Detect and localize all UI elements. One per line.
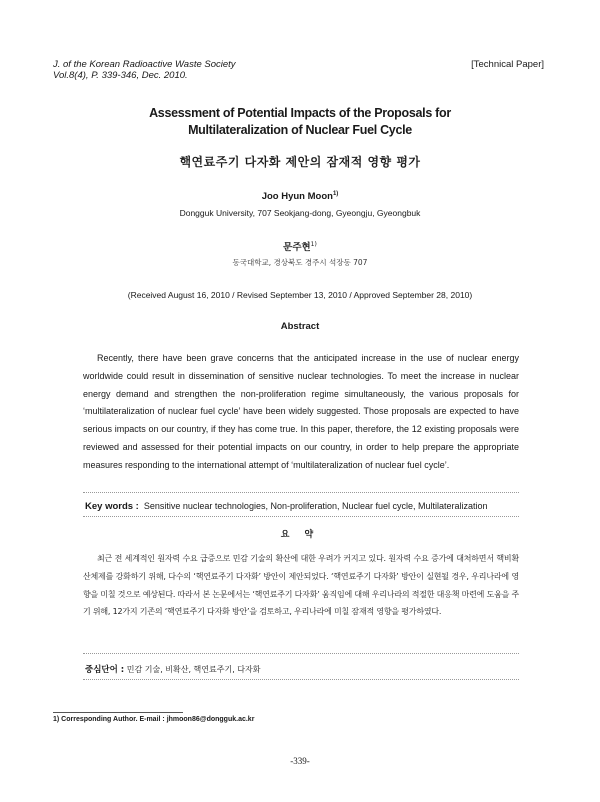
paper-title xyxy=(0,105,600,139)
title-line-2: Multilateralization of Nuclear Fuel Cycle xyxy=(188,123,412,137)
korean-abstract-text: 최근 전 세계적인 원자력 수요 급증으로 민감 기술의 확산에 대한 우려가 커지고 있다. 원자력 수요 증가에 대처하면서 핵비확산체제를 강화하기 위해, 다수의 ‘핵연료주기 다자화’ 방안이 제안되었다. ‘핵연료주기 다자화’ 방안이 실현될 경우, 우리나라에 영향을 미칠 것으로 예상된다. 따라서 본 논문에서는 ‘핵연료주기 다자화’ 움직임에 대해 우리나라의 적절한 대응책 마련에 도움을 주기 위해, 12가지 기존의 ‘핵연료주기 다자화 방안’을 검토하고, 우리나라에 미칠 잠재적 영향을 평가하였다. xyxy=(83,554,519,617)
author-name-text: Joo Hyun Moon xyxy=(261,191,333,203)
received-dates: (Received August 16, 2010 / Revised September 13, 2010 / Approved September 28, 2010) xyxy=(127,290,473,300)
journal-citation xyxy=(53,59,236,81)
author-name xyxy=(0,191,600,202)
footnote-rule xyxy=(53,712,183,713)
title-line-1: Assessment of Potential Impacts of the Proposals for xyxy=(149,106,451,120)
author-footnote-mark: 1) xyxy=(332,191,339,197)
journal-name: J. of the Korean Radioactive Waste Society xyxy=(53,59,236,70)
korean-abstract-heading: 요 약 xyxy=(280,530,320,540)
author-affiliation: Dongguk University, 707 Seokjang-dong, Gyeongju, Gyeongbuk xyxy=(179,208,421,218)
author-korean-footnote-mark: 1) xyxy=(310,240,317,248)
keywords-korean-text: 민감 기술, 비확산, 핵연료주기, 다자화 xyxy=(126,665,261,674)
keywords-korean xyxy=(85,663,260,675)
author-affiliation-korean: 동국대학교, 경상북도 경주시 석장동 707 xyxy=(232,258,368,267)
paper-type-label: [Technical Paper] xyxy=(471,59,544,70)
keywords xyxy=(85,501,488,512)
divider xyxy=(83,679,519,680)
author-name-korean-text: 문주현 xyxy=(283,242,311,253)
divider xyxy=(83,492,519,493)
keywords-label: Key words : xyxy=(85,501,139,512)
footnote: 1) Corresponding Author. E-mail : jhmoon86@dongguk.ac.kr xyxy=(53,716,255,723)
divider xyxy=(83,516,519,517)
journal-volume: Vol.8(4), P. 339-346, Dec. 2010. xyxy=(53,70,188,81)
keywords-korean-label: 중심단어 : xyxy=(85,665,125,675)
author-name-korean xyxy=(0,239,600,253)
page-number: -339- xyxy=(290,756,310,766)
abstract-text: Recently, there have been grave concerns that the anticipated increase in the use of nuclear energy worldwide could result in dissemination of sensitive nuclear technologies. To meet the increase in nuclear energy demand and strengthen the non-proliferation regime simultaneously, the various proposals for ‘multilateralization of nuclear fuel cycle’ have been widely suggested. Those proposals are expected to have serious impacts on our country, if they has come true. In this paper, therefore, the 12 existing proposals were reviewed and assessed for their potential impacts on our country, in order to help prepare the appropriate measures responding to the international attempt of ‘multilateralization of nuclear fuel cycle’. xyxy=(83,353,519,470)
keywords-text: Sensitive nuclear technologies, Non-proliferation, Nuclear fuel cycle, Multilateralization xyxy=(143,501,488,511)
paper-title-korean: 핵연료주기 다자화 제안의 잠재적 영향 평가 xyxy=(179,155,421,169)
divider xyxy=(83,653,519,654)
abstract-heading: Abstract xyxy=(280,321,320,332)
